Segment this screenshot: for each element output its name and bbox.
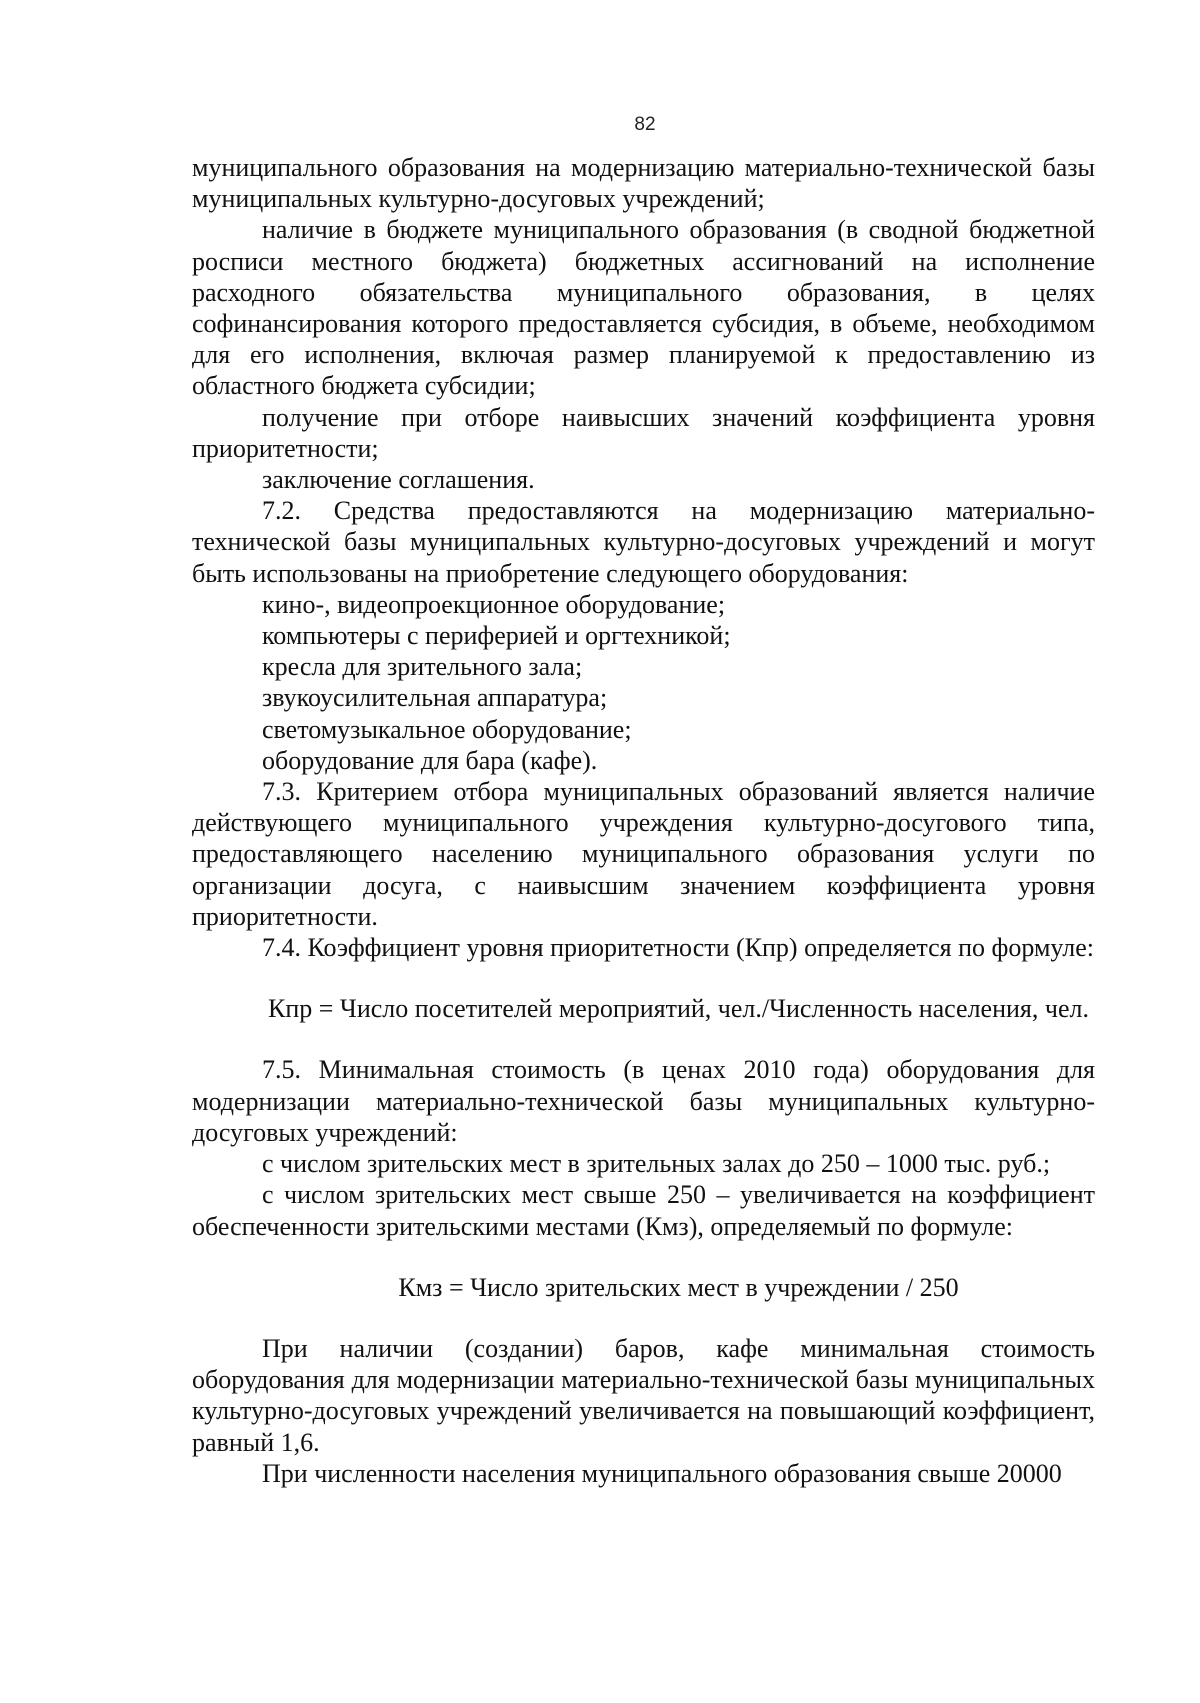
paragraph-agreement-condition: заключение соглашения. <box>262 465 535 495</box>
equipment-item: звукоусилительная аппаратура; <box>262 683 608 713</box>
paragraph-bar-coefficient: При наличии (создании) баров, кафе минимальная стоимость оборудования для модернизации материально-технической базы муниципальных культурно-досуговых учреждений увеличивается на повышающий коэффициент, равный 1,6. <box>192 1333 1095 1457</box>
equipment-item: кресла для зрительного зала; <box>262 652 583 682</box>
paragraph-7-2: 7.2. Средства предоставляются на модернизацию материально-технической базы муниципальных культурно-досуговых учреждений и могут быть использованы на приобретение следующего оборудования: <box>192 496 1095 588</box>
formula-kmz: Кмз = Число зрительских мест в учреждении / 250 <box>398 1272 959 1302</box>
paragraph-7-4: 7.4. Коэффициент уровня приоритетности (Кпр) определяется по формуле: <box>262 933 1095 963</box>
document-body <box>192 152 1095 1489</box>
equipment-item: светомузыкальное оборудование; <box>262 714 632 744</box>
paragraph-7-5: 7.5. Минимальная стоимость (в ценах 2010 года) оборудования для модернизации материально-технической базы муниципальных культурно-досуговых учреждений: <box>192 1055 1095 1147</box>
paragraph-continuation: муниципального образования на модернизацию материально-технической базы муниципальных культурно-досуговых учреждений; <box>192 153 1095 214</box>
paragraph-priority-condition: получение при отборе наивысших значений коэффициента уровня приоритетности; <box>192 402 1095 463</box>
paragraph-budget-condition: наличие в бюджете муниципального образования (в сводной бюджетной росписи местного бюджета) бюджетных ассигнований на исполнение расходного обязательства муниципального образования, в целях софинансирования которого предоставляется субсидия, в объеме, необходимом для его исполнения, включая размер планируемой к предоставлению из областного бюджета субсидии; <box>192 215 1095 401</box>
paragraph-population: При численности населения муниципального образования свыше 20000 <box>262 1458 1062 1488</box>
paragraph-7-3: 7.3. Критерием отбора муниципальных образований является наличие действующего муниципального учреждения культурно-досугового типа, предоставляющего населению муниципального образования услуги по организации досуга, с наивысшим значением коэффициента уровня приоритетности. <box>192 777 1095 931</box>
formula-kpr: Кпр = Число посетителей мероприятий, чел./Численность населения, чел. <box>268 994 1089 1024</box>
equipment-item: кино-, видеопроекционное оборудование; <box>262 589 726 619</box>
paragraph-seats-over-250: с числом зрительских мест свыше 250 – увеличивается на коэффициент обеспеченности зрительскими местами (Кмз), определяемый по формуле: <box>192 1180 1095 1241</box>
page-number: 82 <box>634 114 656 135</box>
paragraph-seats-up-to-250: с числом зрительских мест в зрительных залах до 250 – 1000 тыс. руб.; <box>262 1149 1051 1179</box>
equipment-item: компьютеры с периферией и оргтехникой; <box>262 621 731 651</box>
equipment-item: оборудование для бара (кафе). <box>262 745 598 775</box>
